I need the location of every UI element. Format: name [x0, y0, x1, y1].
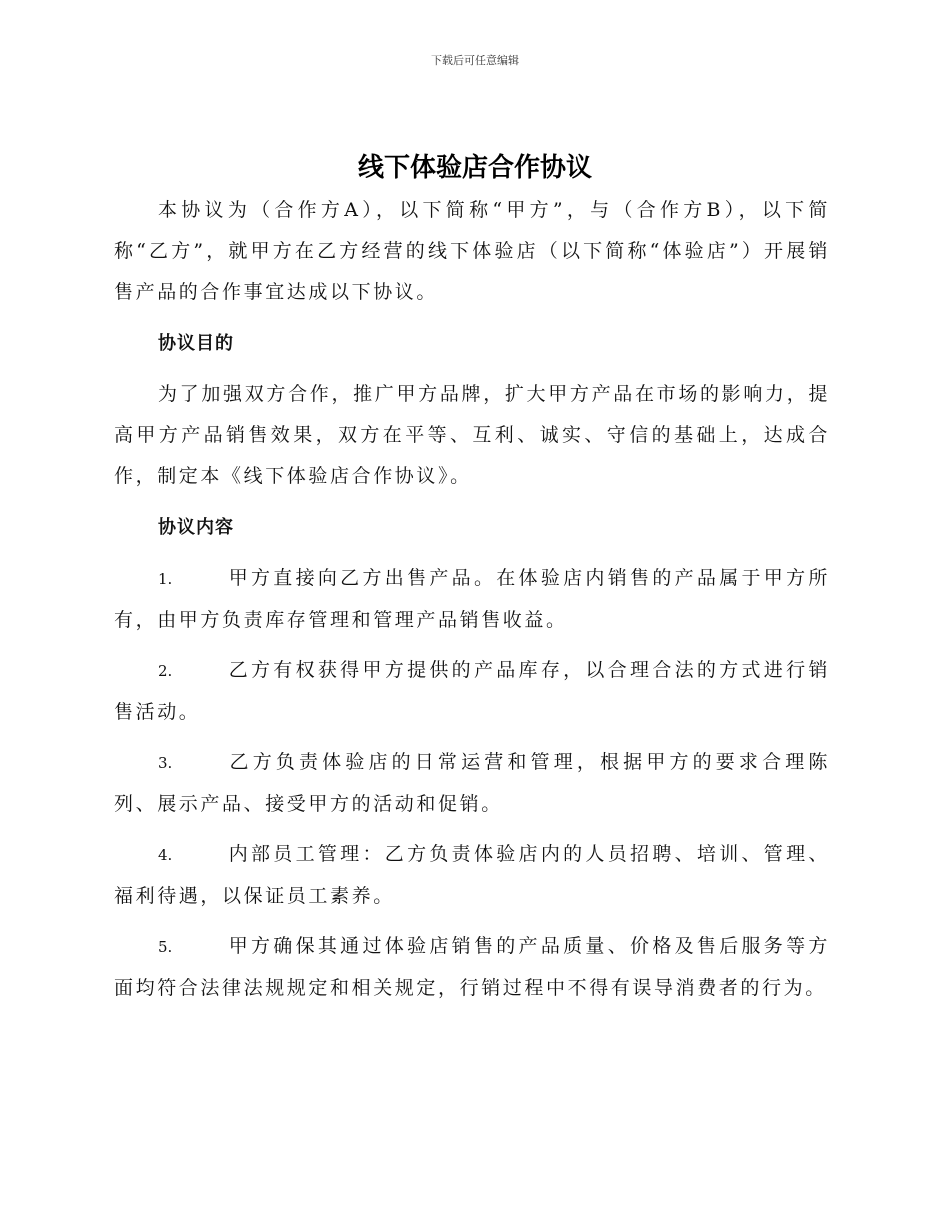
list-item-text: 乙方有权获得甲方提供的产品库存，以合理合法的方式进行销售活动。	[114, 659, 830, 723]
list-item-text: 甲方直接向乙方出售产品。在体验店内销售的产品属于甲方所有，由甲方负责库存管理和管理产品销售收益。	[114, 567, 830, 631]
list-item	[114, 834, 830, 917]
list-item-number: 3.	[158, 754, 173, 772]
list-item-number: 4.	[158, 846, 173, 864]
list-item-text: 乙方负责体验店的日常运营和管理，根据甲方的要求合理陈列、展示产品、接受甲方的活动和促销。	[114, 751, 830, 815]
section-heading-purpose: 协议目的	[158, 333, 234, 354]
intro-paragraph: 本协议为（合作方A），以下简称“甲方”，与（合作方B），以下简称“乙方”，就甲方在乙方经营的线下体验店（以下简称“体验店”）开展销售产品的合作事宜达成以下协议。	[114, 199, 830, 303]
list-item	[114, 926, 830, 1009]
section-heading-content: 协议内容	[158, 517, 234, 538]
document-title: 线下体验店合作协议	[357, 153, 592, 183]
page-header-note: 下载后可任意编辑	[431, 54, 519, 67]
list-item-number: 5.	[158, 938, 173, 956]
list-item	[114, 558, 830, 641]
list-item-text: 甲方确保其通过体验店销售的产品质量、价格及售后服务等方面均符合法律法规规定和相关规定，行销过程中不得有误导消费者的行为。	[114, 935, 830, 999]
list-item-text: 内部员工管理：乙方负责体验店内的人员招聘、培训、管理、福利待遇，以保证员工素养。	[114, 843, 830, 907]
document-body	[114, 190, 830, 1018]
list-item	[114, 742, 830, 825]
list-item-number: 2.	[158, 662, 173, 680]
list-item	[114, 650, 830, 733]
purpose-paragraph: 为了加强双方合作，推广甲方品牌，扩大甲方产品在市场的影响力，提高甲方产品销售效果，双方在平等、互利、诚实、守信的基础上，达成合作，制定本《线下体验店合作协议》。	[114, 383, 830, 487]
list-item-number: 1.	[158, 570, 173, 588]
